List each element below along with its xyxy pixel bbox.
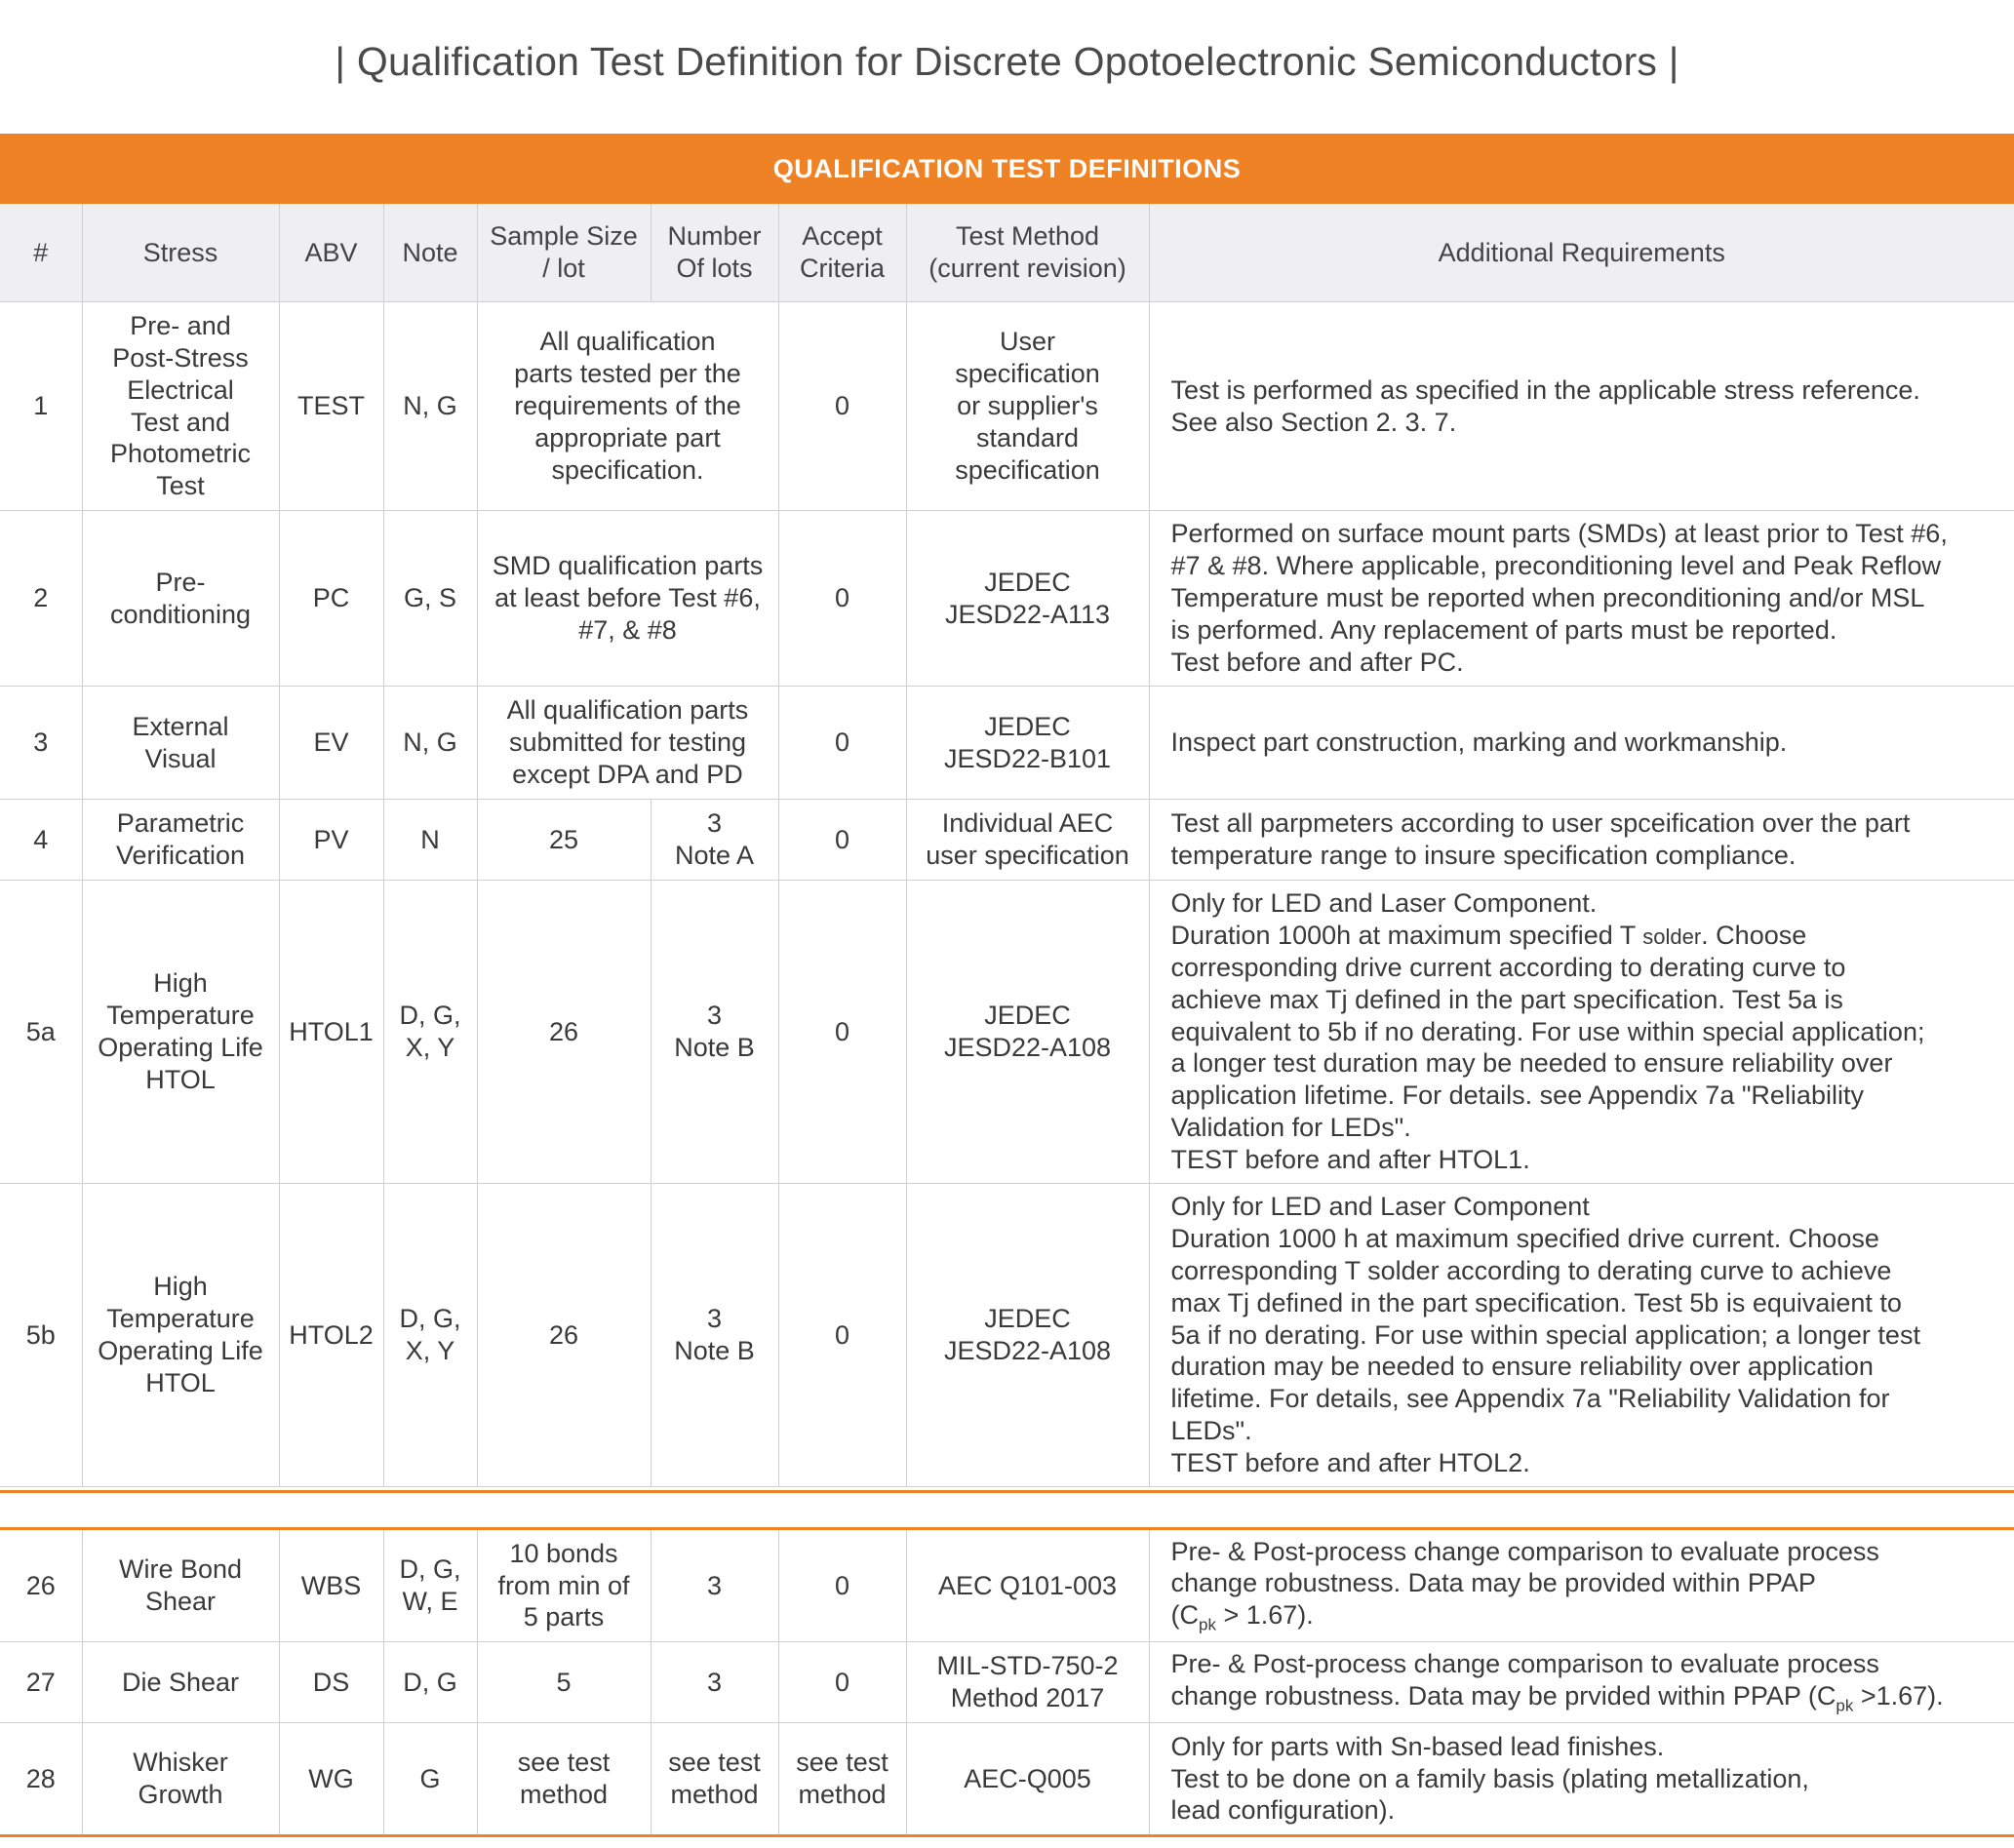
cell-note: N, G (383, 302, 477, 511)
cell-accept-criteria: 0 (778, 302, 906, 511)
table-row (0, 1723, 2014, 1836)
cell-accept-criteria: 0 (778, 881, 906, 1184)
cell-number-of-lots: 3 (651, 1529, 778, 1642)
cell-abv: TEST (279, 302, 383, 511)
pk-subscript: pk (1199, 1615, 1216, 1634)
cell-additional-requirements: Only for LED and Laser Component Duration 1000 h at maximum specified drive current. Choose corresponding T solder according to derating curve to achieve max Tj defined in the part specification. Test 5b is equivaient to 5a if no derating. For use within special application; a longer test duration may be needed to ensure reliability over application lifetime. For details, see Appendix 7a "Reliability Validation for LEDs". TEST before and after HTOL2. (1149, 1184, 2014, 1487)
header-number-of-lots: Number Of lots (651, 204, 778, 302)
cell-sample-size: All qualification parts submitted for testing except DPA and PD (477, 687, 778, 800)
cell-accept-criteria: 0 (778, 1529, 906, 1642)
cell-sample-size: 26 (477, 881, 651, 1184)
cell-test-method: JEDEC JESD22-A108 (906, 1184, 1149, 1487)
cell-sample-size: see test method (477, 1723, 651, 1836)
cell-stress: Die Shear (82, 1642, 279, 1723)
cell-note: N (383, 800, 477, 881)
requirements-text: > 1.67). (1215, 1600, 1314, 1631)
cell-additional-requirements: Only for parts with Sn-based lead finishes. Test to be done on a family basis (plating metallization, lead configuration). (1149, 1723, 2014, 1836)
cell-stress: Pre- and Post-Stress Electrical Test and Photometric Test (82, 302, 279, 511)
cell-stress: Wire Bond Shear (82, 1529, 279, 1642)
table-row (0, 1642, 2014, 1723)
cell-test-method: JEDEC JESD22-A113 (906, 511, 1149, 687)
cell-test-method: AEC-Q005 (906, 1723, 1149, 1836)
header-accept-criteria: Accept Criteria (778, 204, 906, 302)
cell-note: D, G, W, E (383, 1529, 477, 1642)
cell-test-method: AEC Q101-003 (906, 1529, 1149, 1642)
cell-number: 1 (0, 302, 82, 511)
requirements-text: Only for LED and Laser Component. Duration 1000h at maximum specified T (1170, 887, 1636, 950)
column-header-row (0, 204, 2014, 302)
cell-number-of-lots: 3 Note A (651, 800, 778, 881)
cell-number: 3 (0, 687, 82, 800)
cell-abv: WBS (279, 1529, 383, 1642)
cell-number: 4 (0, 800, 82, 881)
cell-sample-size: All qualification parts tested per the requirements of the appropriate part specification. (477, 302, 778, 511)
cell-stress: External Visual (82, 687, 279, 800)
cell-additional-requirements: Test all parpmeters according to user spceification over the part temperature range to insure specification compliance. (1149, 800, 2014, 881)
qualification-table-continued (0, 1527, 2014, 1837)
table-banner-row (0, 134, 2014, 204)
cell-additional-requirements: Performed on surface mount parts (SMDs) at least prior to Test #6, #7 & #8. Where applicable, preconditioning level and Peak Reflow Temperature must be reported when preconditioning and/or MSL is performed. Any replacement of parts must be reported. Test before and after PC. (1149, 511, 2014, 687)
pk-subscript: pk (1836, 1696, 1854, 1715)
cell-sample-size: 5 (477, 1642, 651, 1723)
cell-accept-criteria: 0 (778, 1184, 906, 1487)
cell-sample-size: 26 (477, 1184, 651, 1487)
cell-test-method: JEDEC JESD22-A108 (906, 881, 1149, 1184)
qualification-table (0, 134, 2014, 1487)
cell-additional-requirements: Inspect part construction, marking and workmanship. (1149, 687, 2014, 800)
cell-accept-criteria: 0 (778, 511, 906, 687)
page-title: | Qualification Test Definition for Discrete Opotoelectronic Semiconductors | (335, 39, 1679, 84)
cell-note: G (383, 1723, 477, 1836)
cell-sample-size: 10 bonds from min of 5 parts (477, 1529, 651, 1642)
cell-number-of-lots: 3 Note B (651, 1184, 778, 1487)
header-number: # (0, 204, 82, 302)
cell-abv: PC (279, 511, 383, 687)
table-row (0, 1184, 2014, 1487)
table-row (0, 1529, 2014, 1642)
cell-stress: Whisker Growth (82, 1723, 279, 1836)
table-row (0, 687, 2014, 800)
cell-abv: PV (279, 800, 383, 881)
cell-number: 2 (0, 511, 82, 687)
table-row (0, 881, 2014, 1184)
cell-note: D, G, X, Y (383, 1184, 477, 1487)
cell-note: D, G (383, 1642, 477, 1723)
table-row (0, 800, 2014, 881)
header-test-method: Test Method (current revision) (906, 204, 1149, 302)
header-additional-requirements: Additional Requirements (1149, 204, 2014, 302)
cell-accept-criteria: 0 (778, 687, 906, 800)
section-break-line (0, 1490, 2014, 1493)
cell-number: 26 (0, 1529, 82, 1642)
cell-number: 28 (0, 1723, 82, 1836)
requirements-text: Pre- & Post-process change comparison to evaluate process change robustness. Data may be provided within PPAP (C (1170, 1536, 1879, 1631)
cell-test-method: MIL-STD-750-2 Method 2017 (906, 1642, 1149, 1723)
solder-label: solder (1642, 924, 1702, 949)
cell-number-of-lots: see test method (651, 1723, 778, 1836)
cell-number-of-lots: 3 Note B (651, 881, 778, 1184)
table-banner: QUALIFICATION TEST DEFINITIONS (0, 134, 2014, 204)
cell-abv: HTOL2 (279, 1184, 383, 1487)
table-row (0, 302, 2014, 511)
cell-note: D, G, X, Y (383, 881, 477, 1184)
cell-note: G, S (383, 511, 477, 687)
header-abv: ABV (279, 204, 383, 302)
cell-accept-criteria: 0 (778, 1642, 906, 1723)
cell-stress: Pre- conditioning (82, 511, 279, 687)
header-sample-size: Sample Size / lot (477, 204, 651, 302)
cell-abv: EV (279, 687, 383, 800)
cell-number: 5a (0, 881, 82, 1184)
cell-accept-criteria: see test method (778, 1723, 906, 1836)
cell-stress: High Temperature Operating Life HTOL (82, 1184, 279, 1487)
cell-stress: High Temperature Operating Life HTOL (82, 881, 279, 1184)
cell-number: 5b (0, 1184, 82, 1487)
cell-test-method: JEDEC JESD22-B101 (906, 687, 1149, 800)
cell-additional-requirements (1149, 1642, 2014, 1723)
cell-sample-size: 25 (477, 800, 651, 881)
cell-additional-requirements (1149, 1529, 2014, 1642)
cell-abv: DS (279, 1642, 383, 1723)
cell-stress: Parametric Verification (82, 800, 279, 881)
header-note: Note (383, 204, 477, 302)
cell-abv: HTOL1 (279, 881, 383, 1184)
cell-abv: WG (279, 1723, 383, 1836)
requirements-text: . Choose corresponding drive current according to derating curve to achieve max Tj defined in the part specification. Test 5a is equivalent to 5b if no derating. For use within special application; a longer test duration may be needed to ensure reliability over application lifetime. For details. see Appendix 7a "Reliability Validation for LEDs". TEST before and after HTOL1. (1170, 920, 1925, 1175)
cell-additional-requirements (1149, 881, 2014, 1184)
header-stress: Stress (82, 204, 279, 302)
cell-note: N, G (383, 687, 477, 800)
cell-additional-requirements: Test is performed as specified in the applicable stress reference. See also Section 2. 3. 7. (1149, 302, 2014, 511)
cell-sample-size: SMD qualification parts at least before Test #6, #7, & #8 (477, 511, 778, 687)
requirements-text: Pre- & Post-process change comparison to evaluate process change robustness. Data may be prvided within PPAP (C (1170, 1648, 1879, 1710)
cell-number-of-lots: 3 (651, 1642, 778, 1723)
cell-test-method: User specification or supplier's standard specification (906, 302, 1149, 511)
cell-test-method: Individual AEC user specification (906, 800, 1149, 881)
requirements-text: >1.67). (1853, 1680, 1944, 1710)
cell-accept-criteria: 0 (778, 800, 906, 881)
cell-number: 27 (0, 1642, 82, 1723)
table-row (0, 511, 2014, 687)
